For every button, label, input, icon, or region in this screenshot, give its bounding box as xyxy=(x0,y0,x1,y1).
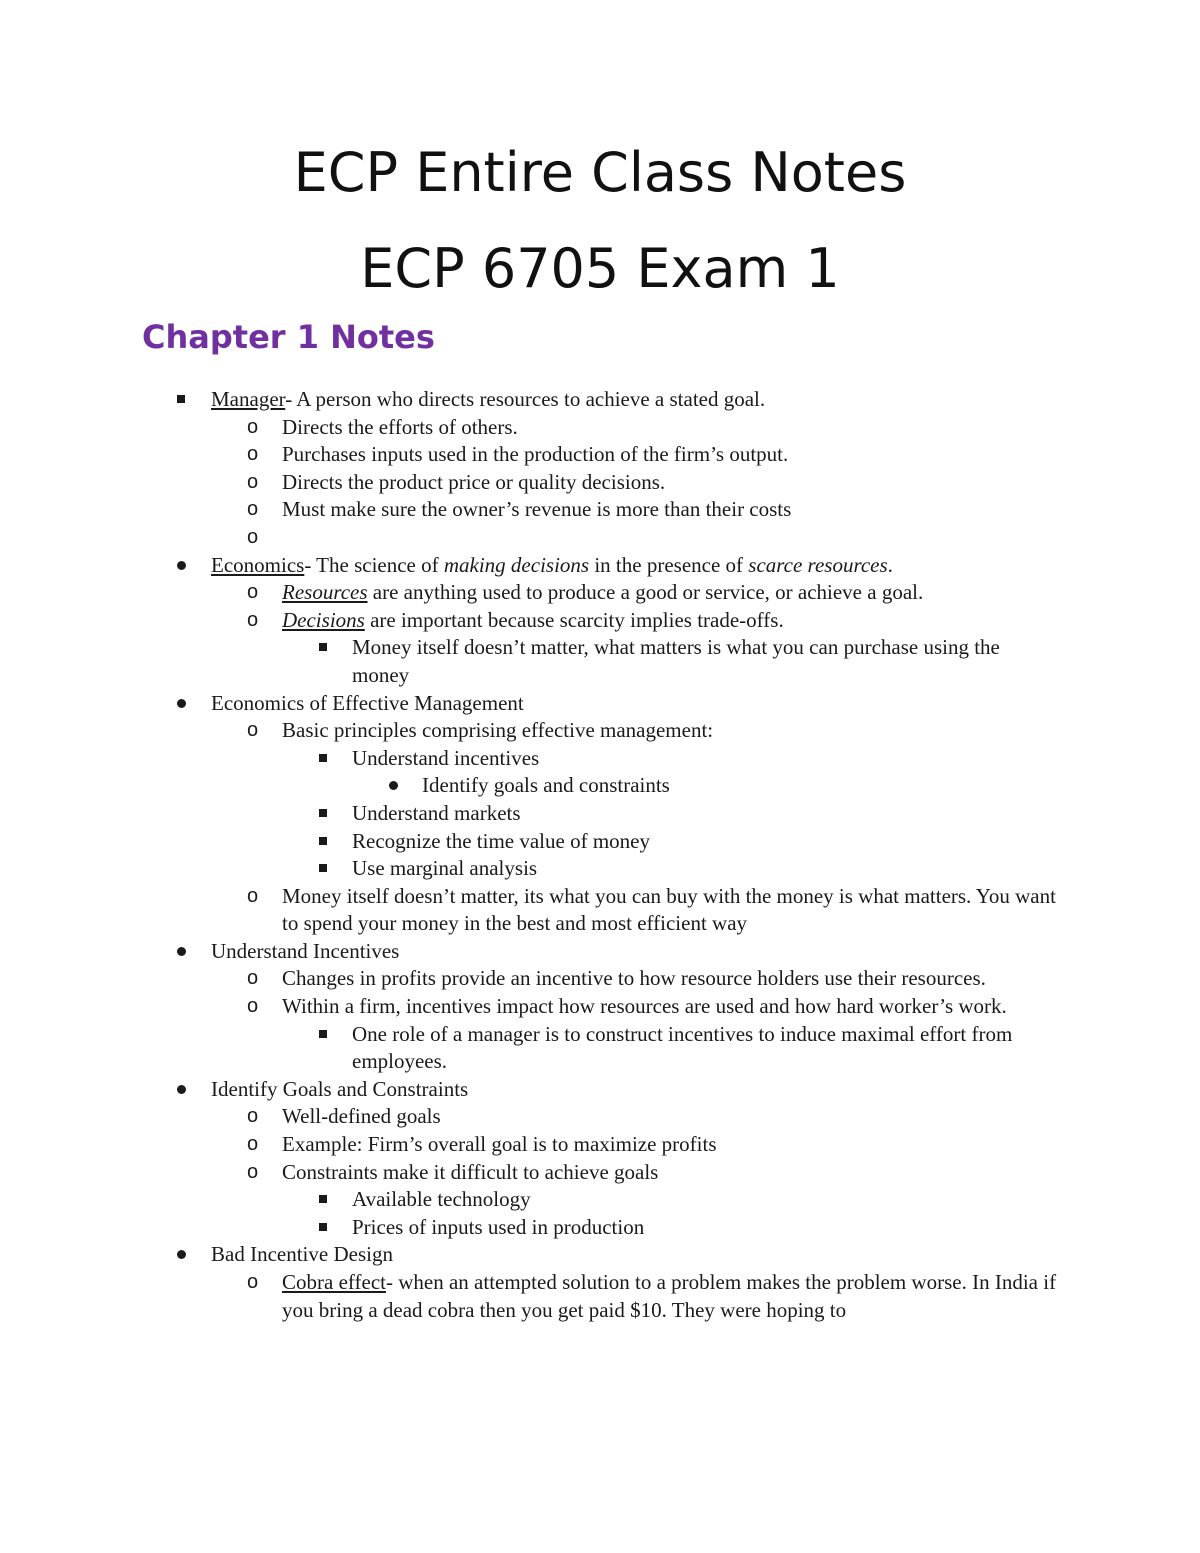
economics-text: . xyxy=(887,552,893,577)
list-item xyxy=(0,965,1062,993)
document-title: ECP Entire Class Notes xyxy=(293,141,907,204)
list-item-cobra-effect xyxy=(0,1269,1062,1324)
list-item xyxy=(0,1131,1062,1159)
circle-bullet-icon: o xyxy=(247,967,259,990)
list-item-text: Example: Firm’s overall goal is to maximize profits xyxy=(282,1132,717,1157)
list-item xyxy=(0,634,1062,689)
list-item-text: Bad Incentive Design xyxy=(211,1242,393,1267)
list-item xyxy=(0,414,1062,442)
list-item xyxy=(0,1186,1062,1214)
list-item xyxy=(0,496,1062,524)
circle-bullet-icon: o xyxy=(247,415,259,438)
list-item xyxy=(0,772,1062,800)
list-item-text: Money itself doesn’t matter, what matters is what you can purchase using the money xyxy=(352,635,1000,687)
list-item-effective-management xyxy=(0,690,1061,718)
list-item-decisions xyxy=(0,607,1062,635)
list-item xyxy=(0,1103,1062,1131)
list-item-text: Recognize the time value of money xyxy=(352,828,650,853)
economics-emphasis: making decisions xyxy=(443,552,590,577)
economics-emphasis: scarce resources xyxy=(748,552,888,577)
circle-bullet-icon: o xyxy=(247,1133,259,1156)
list-item xyxy=(0,1159,1062,1187)
circle-bullet-icon: o xyxy=(247,525,259,548)
list-item-text: Prices of inputs used in production xyxy=(352,1214,645,1239)
circle-bullet-icon: o xyxy=(247,1271,259,1293)
list-item-resources xyxy=(0,579,1062,607)
list-item xyxy=(0,1214,1062,1242)
list-item xyxy=(0,717,1062,745)
list-item-text: Available technology xyxy=(352,1187,531,1212)
list-item-text xyxy=(282,524,1062,552)
term-decisions: Decisions xyxy=(282,607,365,632)
term-cobra-effect: Cobra effect xyxy=(282,1270,386,1294)
list-item-text: Within a firm, incentives impact how resources are used and how hard worker’s work. xyxy=(282,994,1007,1019)
list-item-manager xyxy=(0,386,1061,414)
list-item-text: Changes in profits provide an incentive to how resource holders use their resources. xyxy=(282,966,986,991)
list-item-text: Understand incentives xyxy=(352,745,540,770)
document-subtitle: ECP 6705 Exam 1 xyxy=(360,237,840,300)
resources-definition: are anything used to produce a good or service, or achieve a goal. xyxy=(367,580,924,605)
list-item xyxy=(0,469,1062,497)
list-item-text: Understand markets xyxy=(352,800,521,825)
notes-list xyxy=(0,386,1200,1324)
term-manager: Manager xyxy=(211,387,286,411)
circle-bullet-icon: o xyxy=(247,1160,259,1183)
list-item-text: Understand Incentives xyxy=(211,938,400,963)
decisions-definition: are important because scarcity implies trade-offs. xyxy=(364,607,784,632)
term-resources: Resources xyxy=(282,580,368,605)
circle-bullet-icon: o xyxy=(247,1105,259,1128)
list-item-text: Constraints make it difficult to achieve goals xyxy=(282,1159,659,1184)
circle-bullet-icon: o xyxy=(247,608,259,631)
term-economics: Economics xyxy=(211,552,305,577)
circle-bullet-icon: o xyxy=(247,884,259,907)
circle-bullet-icon: o xyxy=(247,719,259,742)
list-item-text: Well-defined goals xyxy=(282,1104,441,1129)
list-item xyxy=(0,855,1062,883)
list-item xyxy=(0,441,1062,469)
list-item-bad-incentive xyxy=(0,1241,1061,1269)
list-item-text: Money itself doesn’t matter, its what you can buy with the money is what matters. You want to spend your money in the best and most efficient way xyxy=(282,883,1056,936)
list-item-text: Purchases inputs used in the production of the firm’s output. xyxy=(282,442,789,467)
economics-text: in the presence of xyxy=(589,552,749,577)
chapter-heading: Chapter 1 Notes xyxy=(142,318,435,356)
circle-bullet-icon: o xyxy=(247,470,259,493)
list-item-text: Directs the efforts of others. xyxy=(282,414,518,439)
circle-bullet-icon: o xyxy=(247,443,259,466)
cobra-effect-definition: - when an attempted solution to a problem makes the problem worse. In India if you bring a dead cobra then you get paid $10. They were hoping to xyxy=(282,1270,1057,1322)
list-item-goals-constraints xyxy=(0,1076,1061,1104)
list-item-text: Economics of Effective Management xyxy=(211,690,524,715)
list-item xyxy=(0,1021,1062,1076)
list-item-text: Must make sure the owner’s revenue is more than their costs xyxy=(282,497,792,522)
list-item-text: Directs the product price or quality decisions. xyxy=(282,469,666,494)
circle-bullet-icon: o xyxy=(247,498,259,521)
list-item-text: Use marginal analysis xyxy=(352,856,538,881)
manager-definition: - A person who directs resources to achieve a stated goal. xyxy=(285,387,766,411)
list-item-empty xyxy=(0,524,1062,552)
list-item xyxy=(0,828,1062,856)
list-item-understand-incentives xyxy=(0,938,1061,966)
economics-text: - The science of xyxy=(304,552,444,577)
list-item-text: One role of a manager is to construct incentives to induce maximal effort from employees. xyxy=(352,1021,1013,1074)
circle-bullet-icon: o xyxy=(247,995,259,1018)
list-item-text: Identify goals and constraints xyxy=(422,773,670,798)
list-item xyxy=(0,745,1062,773)
list-item-text: Basic principles comprising effective management: xyxy=(282,718,714,743)
list-item xyxy=(0,883,1062,938)
circle-bullet-icon: o xyxy=(247,581,259,604)
list-item-economics xyxy=(0,552,1061,580)
list-item xyxy=(0,800,1062,828)
list-item xyxy=(0,993,1062,1021)
list-item-text: Identify Goals and Constraints xyxy=(211,1076,469,1101)
